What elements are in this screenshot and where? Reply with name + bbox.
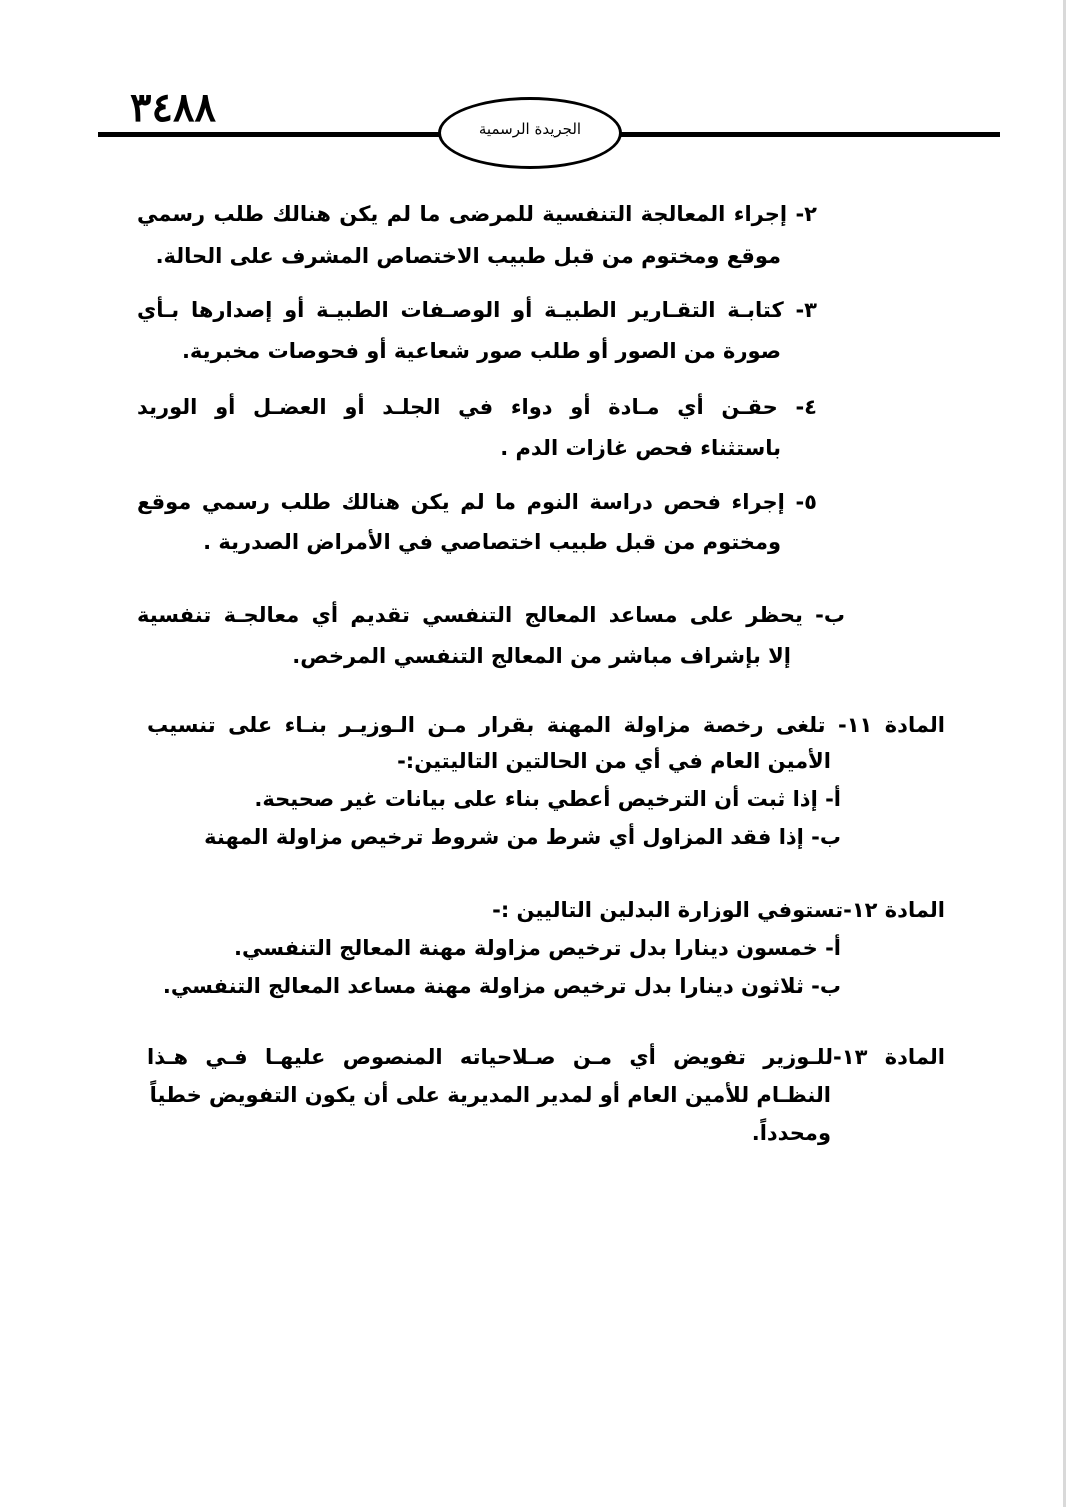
paragraph-b-line-1: ب- يحظر على مساعد المعالج التنفسي تقديم أي معالجـة تنفسية xyxy=(137,603,845,627)
item-3-line-1: ٣- كتابـة التقـارير الطبيـة أو الوصـفات الطبيـة أو إصدارها بـأي xyxy=(137,298,817,322)
item-2-line-1: ٢- إجراء المعالجة التنفسية للمرضى ما لم يكن هنالك طلب رسمي xyxy=(137,202,817,226)
gazette-title-oval xyxy=(438,97,622,169)
article-11-clause-a: أ- إذا ثبت أن الترخيص أعطي بناء على بيانات غير صحيحة. xyxy=(254,787,841,811)
article-12-line-1: المادة ١٢-تستوفي الوزارة البدلين التاليين :- xyxy=(492,898,945,922)
article-12-clause-b: ب- ثلاثون دينارا بدل ترخيص مزاولة مهنة مساعد المعالج التنفسي. xyxy=(162,974,841,998)
article-11-clause-b: ب- إذا فقد المزاول أي شرط من شروط ترخيص مزاولة المهنة xyxy=(204,825,841,849)
article-12-clause-a: أ- خمسون دينارا بدل ترخيص مزاولة مهنة المعالج التنفسي. xyxy=(234,936,841,960)
article-13-line-1: المادة ١٣-للـوزير تفويض أي مـن صـلاحياته المنصوص عليهـا فـي هـذا xyxy=(147,1045,945,1069)
gazette-title: الجريدة الرسمية xyxy=(478,120,582,138)
article-13-line-3: ومحدداً. xyxy=(751,1121,831,1145)
page-number: ٣٤٨٨ xyxy=(130,84,216,131)
article-13-line-2: النظـام للأمين العام أو لمدير المديرية على أن يكون التفويض خطياً xyxy=(149,1083,831,1107)
item-4-line-2: باستثناء فحص غازات الدم . xyxy=(500,436,781,460)
item-3-line-2: صورة من الصور أو طلب صور شعاعية أو فحوصات مخبرية. xyxy=(181,339,781,363)
item-5-line-1: ٥- إجراء فحص دراسة النوم ما لم يكن هنالك طلب رسمي موقع xyxy=(137,490,817,514)
item-2-line-2: موقع ومختوم من قبل طبيب الاختصاص المشرف على الحالة. xyxy=(155,244,781,268)
item-4-line-1: ٤- حقـن أي مـادة أو دواء في الجلـد أو العضـل أو الوريد xyxy=(137,395,817,419)
article-11-line-2: الأمين العام في أي من الحالتين التاليتين:- xyxy=(397,749,831,773)
paragraph-b-line-2: إلا بإشراف مباشر من المعالج التنفسي المرخص. xyxy=(292,644,791,668)
article-11-line-1: المادة ١١- تلغى رخصة مزاولة المهنة بقرار مـن الـوزيـر بنـاء على تنسيب xyxy=(147,713,945,737)
item-5-line-2: ومختوم من قبل طبيب اختصاصي في الأمراض الصدرية . xyxy=(203,530,781,554)
